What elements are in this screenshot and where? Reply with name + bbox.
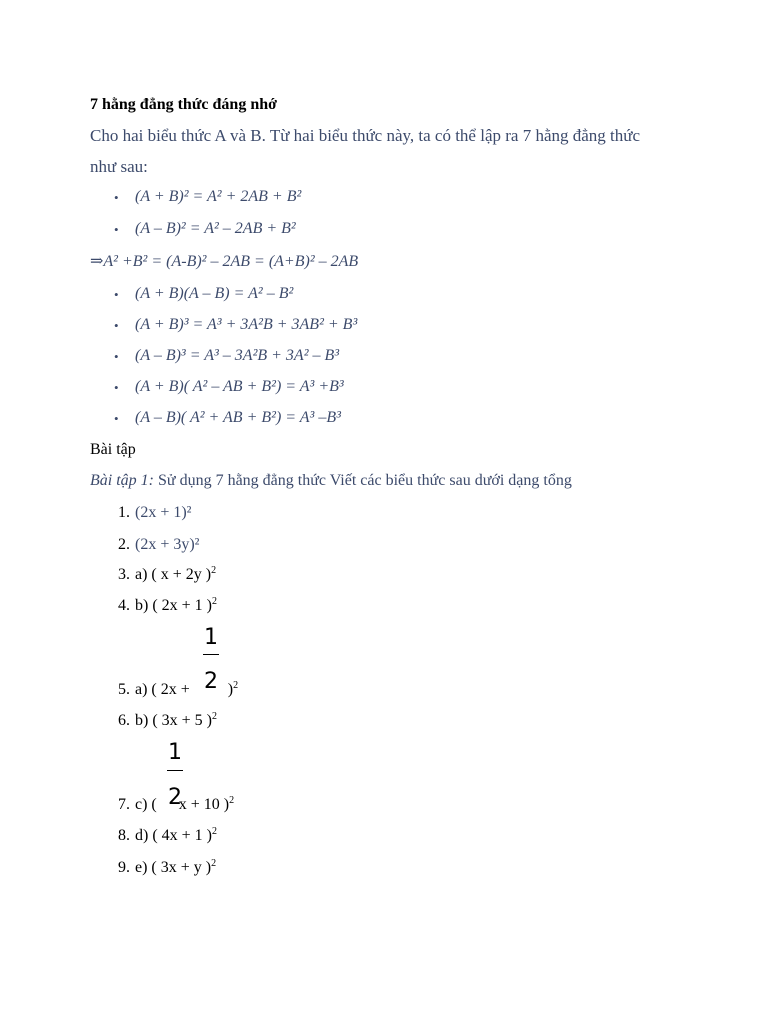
list-item-text: d) ( 4x + 1 ) bbox=[135, 827, 213, 844]
list-item-text-before: c) ( bbox=[135, 796, 161, 813]
list-number: 3. bbox=[118, 566, 130, 583]
list-number: 8. bbox=[118, 827, 130, 844]
list-item bbox=[135, 795, 234, 815]
exponent: 2 bbox=[233, 680, 239, 691]
identity-square-difference: (A – B)² = A² – 2AB + B² bbox=[135, 220, 296, 237]
exercise-1-instruction bbox=[90, 471, 572, 491]
intro-line-1: Cho hai biểu thức A và B. Từ hai biểu thức này, ta có thể lập ra 7 hằng đẳng thức bbox=[90, 126, 641, 145]
list-number: 1. bbox=[118, 504, 130, 521]
list-item-text-after: x + 10 ) bbox=[174, 796, 230, 813]
exponent: 2 bbox=[211, 858, 217, 869]
bullet-marker: • bbox=[114, 190, 119, 205]
list-item bbox=[135, 711, 217, 731]
fraction-bar bbox=[167, 770, 183, 771]
list-item-text: b) ( 2x + 1 ) bbox=[135, 597, 213, 614]
list-item-text: b) ( 3x + 5 ) bbox=[135, 712, 213, 729]
identity-difference-of-squares: (A + B)(A – B) = A² – B² bbox=[135, 285, 294, 302]
list-item-text: e) ( 3x + y ) bbox=[135, 859, 212, 876]
identity-cube-sum: (A + B)³ = A³ + 3A²B + 3AB² + B³ bbox=[135, 316, 358, 333]
list-number: 4. bbox=[118, 597, 130, 614]
list-item: (2x + 1)² bbox=[135, 504, 192, 521]
exercise-1-label: Bài tập 1: bbox=[90, 472, 154, 489]
list-item bbox=[135, 565, 216, 585]
list-item bbox=[135, 826, 217, 846]
list-number: 5. bbox=[118, 681, 130, 698]
fraction-denominator: 2 bbox=[168, 785, 182, 810]
exponent: 2 bbox=[212, 711, 218, 722]
bullet-marker: • bbox=[114, 380, 119, 395]
fraction-numerator: 1 bbox=[168, 740, 182, 765]
fraction-denominator: 2 bbox=[204, 669, 218, 694]
list-item bbox=[135, 858, 216, 878]
exponent: 2 bbox=[212, 596, 218, 607]
list-number: 2. bbox=[118, 536, 130, 553]
exponent: 2 bbox=[212, 826, 218, 837]
list-item: (2x + 3y)² bbox=[135, 536, 200, 553]
list-item bbox=[135, 596, 217, 616]
page-title: 7 hằng đẳng thức đáng nhớ bbox=[90, 96, 277, 113]
identity-square-sum: (A + B)² = A² + 2AB + B² bbox=[135, 188, 302, 205]
list-item-text-after: ) bbox=[223, 681, 234, 698]
list-number: 7. bbox=[118, 796, 130, 813]
exponent: 2 bbox=[229, 795, 235, 806]
list-number: 6. bbox=[118, 712, 130, 729]
list-item-text-before: a) ( 2x + bbox=[135, 681, 194, 698]
fraction-numerator: 1 bbox=[204, 625, 218, 650]
identity-cube-difference: (A – B)³ = A³ – 3A²B + 3A² – B³ bbox=[135, 347, 340, 364]
bullet-marker: • bbox=[114, 318, 119, 333]
list-number: 9. bbox=[118, 859, 130, 876]
identity-sum-of-cubes: (A + B)( A² – AB + B²) = A³ +B³ bbox=[135, 378, 344, 395]
bullet-marker: • bbox=[114, 411, 119, 426]
bullet-marker: • bbox=[114, 349, 119, 364]
intro-line-2: như sau: bbox=[90, 157, 148, 176]
bullet-marker: • bbox=[114, 222, 119, 237]
list-item-text: a) ( x + 2y ) bbox=[135, 566, 212, 583]
identity-difference-of-cubes: (A – B)( A² + AB + B²) = A³ –B³ bbox=[135, 409, 341, 426]
exercise-1-text: Sử dụng 7 hằng đẳng thức Viết các biểu thức sau dưới dạng tổng bbox=[154, 472, 572, 489]
bullet-marker: • bbox=[114, 287, 119, 302]
fraction-bar bbox=[203, 654, 219, 655]
exercise-heading: Bài tập bbox=[90, 441, 136, 458]
implication-line: ⇒A² +B² = (A-B)² – 2AB = (A+B)² – 2AB bbox=[90, 253, 359, 270]
list-item bbox=[135, 680, 238, 700]
exponent: 2 bbox=[211, 565, 217, 576]
